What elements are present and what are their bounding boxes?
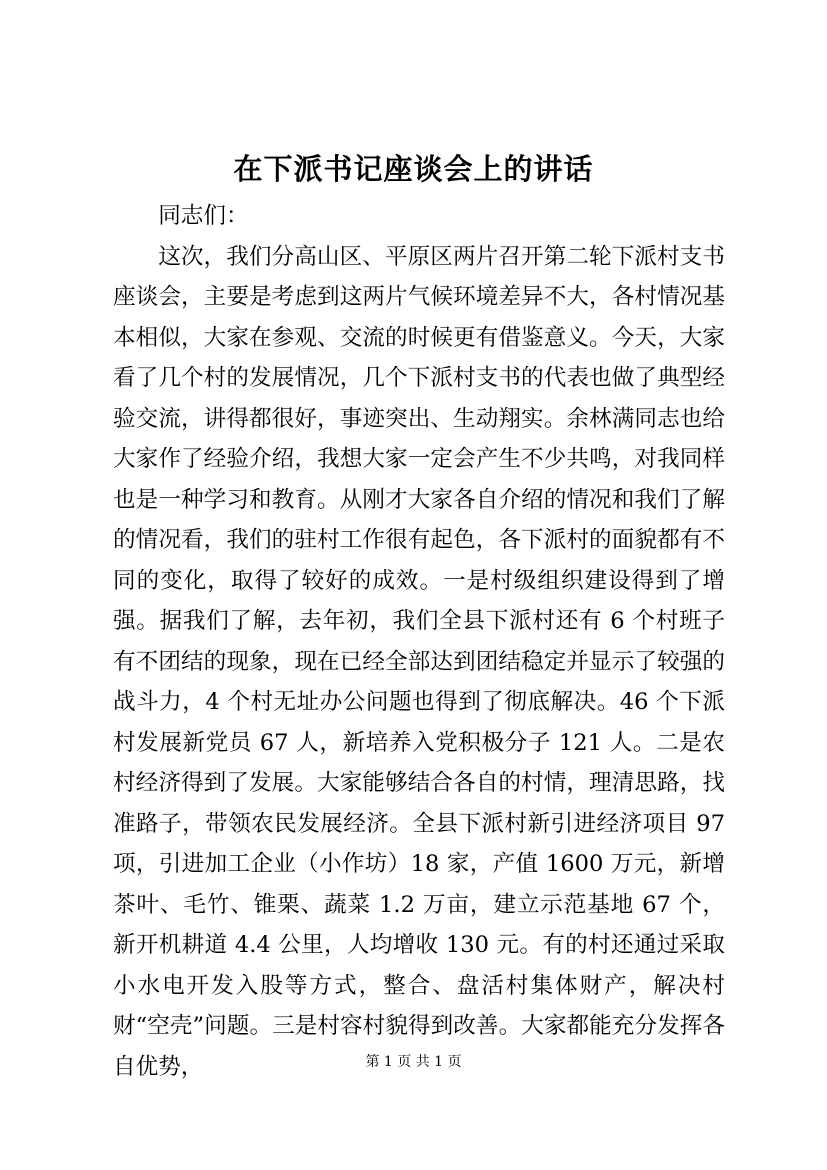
- document-title: 在下派书记座谈会上的讲话: [233, 152, 594, 186]
- document-body: [113, 196, 725, 1087]
- body-paragraph: 这次，我们分高山区、平原区两片召开第二轮下派村支书座谈会，主要是考虑到这两片气候环境差异不大，各村情况基本相似，大家在参观、交流的时候更有借鉴意义。今天，大家看了几个村的发展情况，几个下派村支书的代表也做了典型经验交流，讲得都很好，事迹突出、生动翔实。余林满同志也给大家作了经验介绍，我想大家一定会产生不少共鸣，对我同样也是一种学习和教育。从刚才大家各自介绍的情况和我们了解的情况看，我们的驻村工作很有起色，各下派村的面貌都有不同的变化，取得了较好的成效。一是村级组织建设得到了增强。据我们了解，去年初，我们全县下派村还有 6 个村班子有不团结的现象，现在已经全部达到团结稳定并显示了较强的战斗力，4 个村无址办公问题也得到了彻底解决。46 个下派村发展新党员 67 人，新培养入党积极分子 121 人。二是农村经济得到了发展。大家能够结合各自的村情，理清思路，找准路子，带领农民发展经济。全县下派村新引进经济项目 97 项，引进加工企业（小作坊）18 家，产值 1600 万元，新增茶叶、毛竹、锥栗、蔬菜 1.2 万亩，建立示范基地 67 个，新开机耕道 4.4 公里，人均增收 130 元。有的村还通过采取小水电开发入股等方式，整合、盘活村集体财产，解决村财“空壳”问题。三是村容村貌得到改善。大家都能充分发挥各自优势，: [113, 243, 725, 1080]
- page-number-footer: 第 1 页 共 1 页: [365, 1054, 462, 1070]
- salutation: 同志们：: [158, 203, 249, 229]
